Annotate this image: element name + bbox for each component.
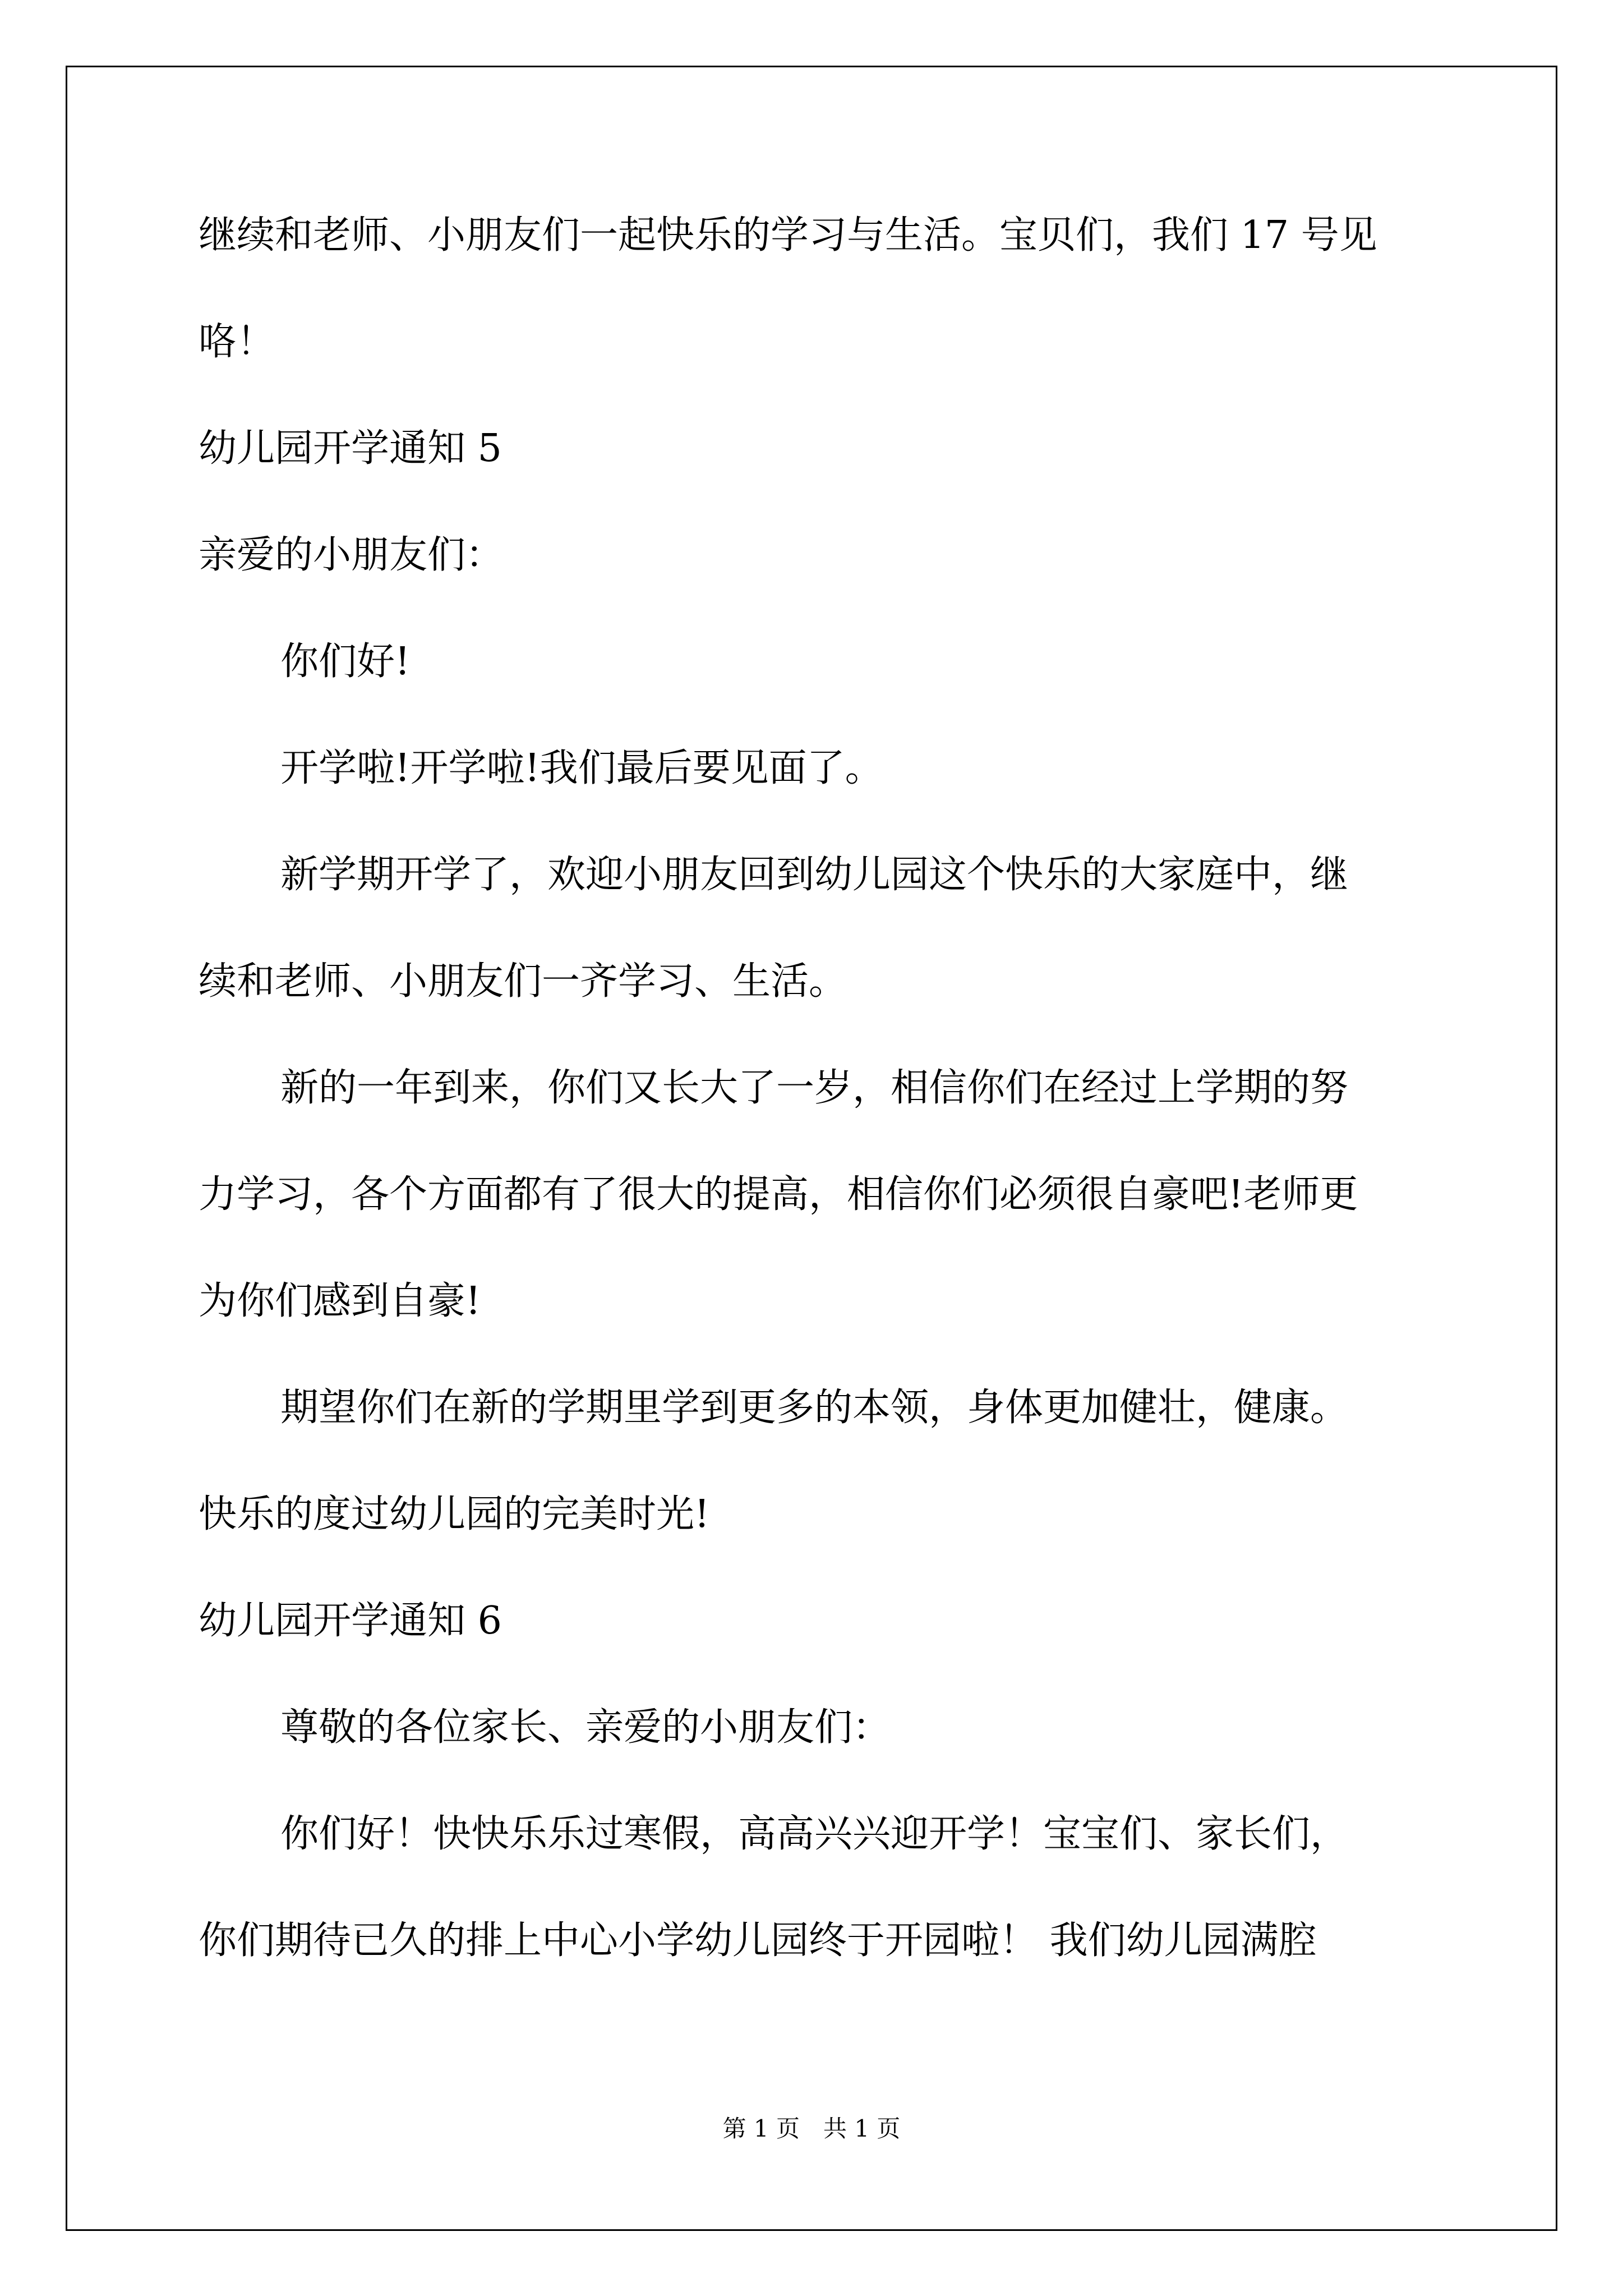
section-heading: 幼儿园开学通知 5 <box>199 426 502 471</box>
text-line: 咯！ <box>199 320 275 364</box>
salutation: 尊敬的各位家长、亲爱的小朋友们： <box>280 1705 891 1750</box>
text-line: 新的一年到来，你们又长大了一岁，相信你们在经过上学期的努 <box>280 1066 1349 1110</box>
section-heading: 幼儿园开学通知 6 <box>199 1599 502 1643</box>
text-line: 力学习，各个方面都有了很大的提高，相信你们必须很自豪吧!老师更 <box>199 1172 1358 1217</box>
text-line: 你们期待已久的排上中心小学幼儿园终于开园啦！ 我们幼儿园满腔 <box>199 1918 1317 1963</box>
page-frame <box>66 66 1557 2231</box>
text-line: 期望你们在新的学期里学到更多的本领，身体更加健壮，健康。 <box>280 1386 1349 1430</box>
page-footer: 第 1 页 共 1 页 <box>722 2115 901 2142</box>
text-line: 你们好！快快乐乐过寒假，高高兴兴迎开学！宝宝们、家长们， <box>280 1812 1349 1856</box>
text-line: 继续和老师、小朋友们一起快乐的学习与生活。宝贝们，我们 17 号见 <box>199 213 1377 257</box>
salutation: 亲爱的小朋友们： <box>199 533 504 577</box>
text-line: 新学期开学了，欢迎小朋友回到幼儿园这个快乐的大家庭中，继 <box>280 853 1349 897</box>
text-line: 续和老师、小朋友们一齐学习、生活。 <box>199 959 847 1004</box>
text-line: 你们好! <box>280 639 411 684</box>
text-line: 快乐的度过幼儿园的完美时光! <box>199 1492 710 1536</box>
text-line: 为你们感到自豪! <box>199 1279 481 1323</box>
text-line: 开学啦!开学啦!我们最后要见面了。 <box>280 746 883 790</box>
